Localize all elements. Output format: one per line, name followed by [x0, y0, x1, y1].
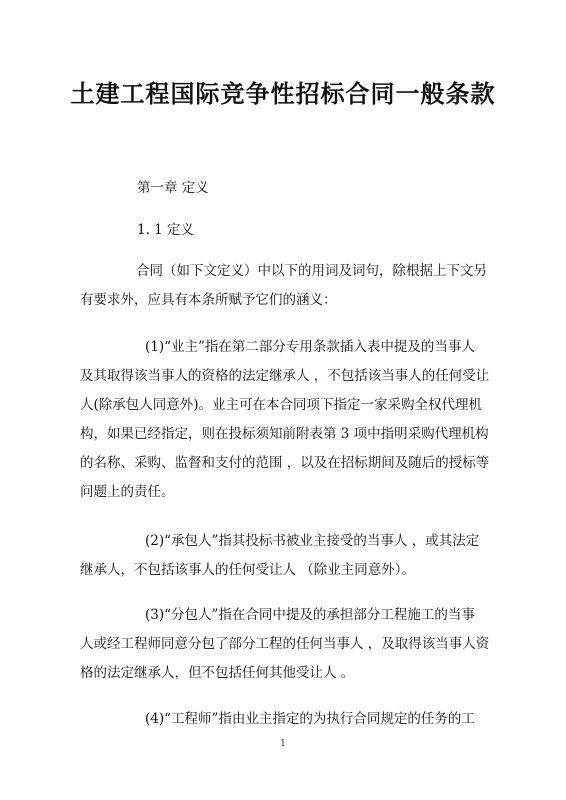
paragraph-intro — [80, 257, 490, 315]
document-title: 土建工程国际竞争性招标合同一般条款 — [70, 80, 496, 108]
paragraph-line: (1)“业主”指在第二部分专用条款插入表中提及的当事人 — [145, 339, 475, 355]
paragraph-line: 继承人，不包括该事人的任何受让人 （除业主同意外）。 — [80, 562, 416, 578]
paragraph-definition-employer — [80, 333, 490, 507]
paragraph-line: 的名称、采购、监督和支付的范围 ，以及在招标期间及随后的授标等 — [80, 455, 490, 471]
paragraph-line: 构，如果已经指定，则在投标须知前附表第 3 项中指明采购代理机构 — [80, 426, 489, 442]
paragraph-line: 格的法定继承人，但不包括任何其他受让人 。 — [80, 665, 355, 681]
section-heading: 1. 1 定义 — [137, 222, 195, 238]
paragraph-definition-contractor — [80, 527, 490, 585]
paragraph-line: 人或经工程师同意分包了部分工程的任何当事人 ，及取得该当事人资 — [80, 636, 490, 652]
paragraph-line: 有要求外，应具有本条所赋予它们的涵义： — [80, 292, 337, 308]
paragraph-line: 人(除承包人同意外)。业主可在本合同项下指定一家采购全权代理机 — [80, 397, 483, 413]
paragraph-line: (4)“工程师”指由业主指定的为执行合同规定的任务的工 — [145, 711, 475, 727]
paragraph-definition-engineer — [80, 705, 490, 734]
page-number: 1 — [280, 739, 286, 749]
paragraph-line: (3)“分包人”指在合同中提及的承担部分工程施工的当事 — [145, 607, 475, 623]
paragraph-line: (2)“承包人”指其投标书被业主接受的当事人 ，或其法定 — [145, 533, 480, 549]
paragraph-line: 问题上的责任。 — [80, 484, 175, 500]
paragraph-definition-subcontractor — [80, 601, 490, 688]
chapter-heading: 第一章 定义 — [137, 180, 209, 196]
paragraph-line: 及其取得该当事人的资格的法定继承人 ，不包括该当事人的任何受让 — [80, 368, 490, 384]
paragraph-line: 合同（如下文定义）中以下的用词及词句，除根据上下文另 — [136, 263, 487, 279]
